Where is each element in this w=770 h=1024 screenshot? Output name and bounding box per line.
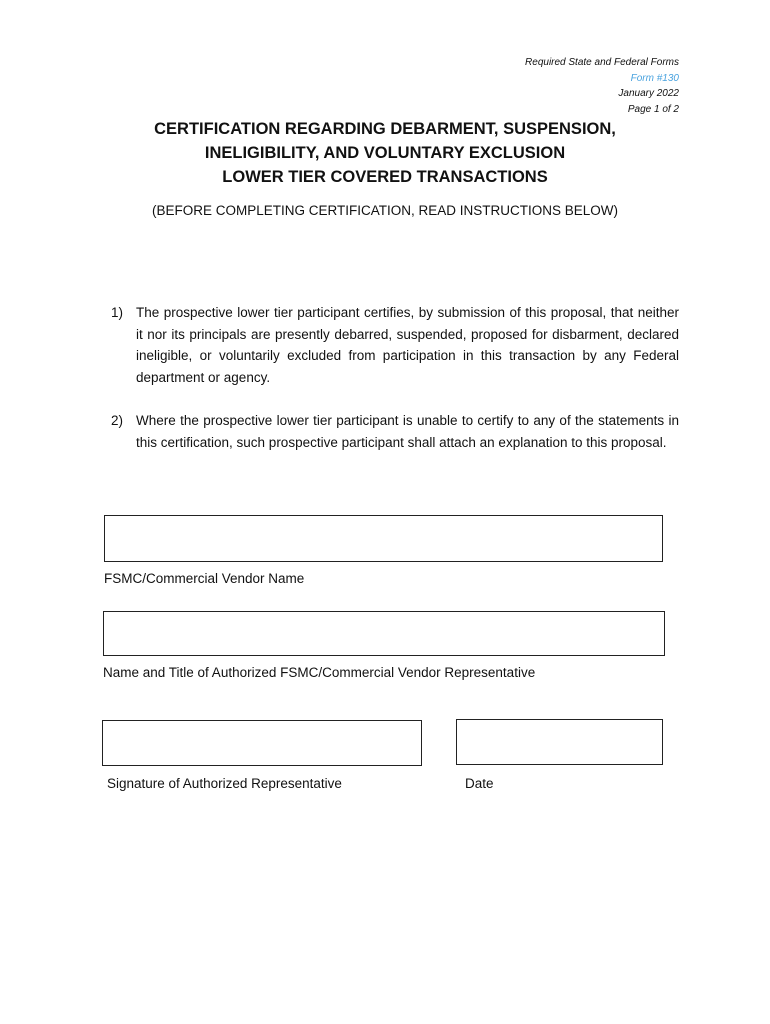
certification-item (111, 410, 679, 453)
item-text: Where the prospective lower tier participant is unable to certify to any of the statements in this certification, such prospective participant shall attach an explanation to this proposal. (136, 413, 679, 450)
item-number: 2) (111, 413, 124, 428)
date-field[interactable] (456, 719, 663, 765)
certification-items (111, 302, 679, 475)
representative-name-title-label: Name and Title of Authorized FSMC/Commercial Vendor Representative (103, 665, 536, 680)
header-date: January 2022 (618, 88, 679, 99)
title-line-1: CERTIFICATION REGARDING DEBARMENT, SUSPENSION, (154, 120, 616, 138)
document-title (0, 117, 770, 189)
header-page-number: Page 1 of 2 (627, 103, 679, 115)
certification-item (111, 302, 679, 388)
date-label: Date (465, 776, 494, 791)
header-forms-label: Required State and Federal Forms (525, 57, 679, 68)
page-header (525, 55, 679, 117)
instructions-note: (BEFORE COMPLETING CERTIFICATION, READ INSTRUCTIONS BELOW) (151, 203, 619, 218)
title-line-2: INELIGIBILITY, AND VOLUNTARY EXCLUSION (204, 144, 566, 162)
signature-label: Signature of Authorized Representative (107, 776, 342, 791)
item-text: The prospective lower tier participant certifies, by submission of this proposal, that neither it nor its principals are presently debarred, suspended, proposed for disbarment, declared ineligible, or voluntarily excluded from participation in this transaction by any Federal department or agency. (136, 305, 679, 385)
signature-field[interactable] (102, 720, 422, 766)
vendor-name-label: FSMC/Commercial Vendor Name (104, 571, 305, 586)
representative-name-title-field[interactable] (103, 611, 665, 656)
header-form-number: Form #130 (630, 72, 679, 84)
vendor-name-field[interactable] (104, 515, 663, 562)
item-number: 1) (111, 305, 124, 320)
title-line-3: LOWER TIER COVERED TRANSACTIONS (222, 168, 548, 186)
